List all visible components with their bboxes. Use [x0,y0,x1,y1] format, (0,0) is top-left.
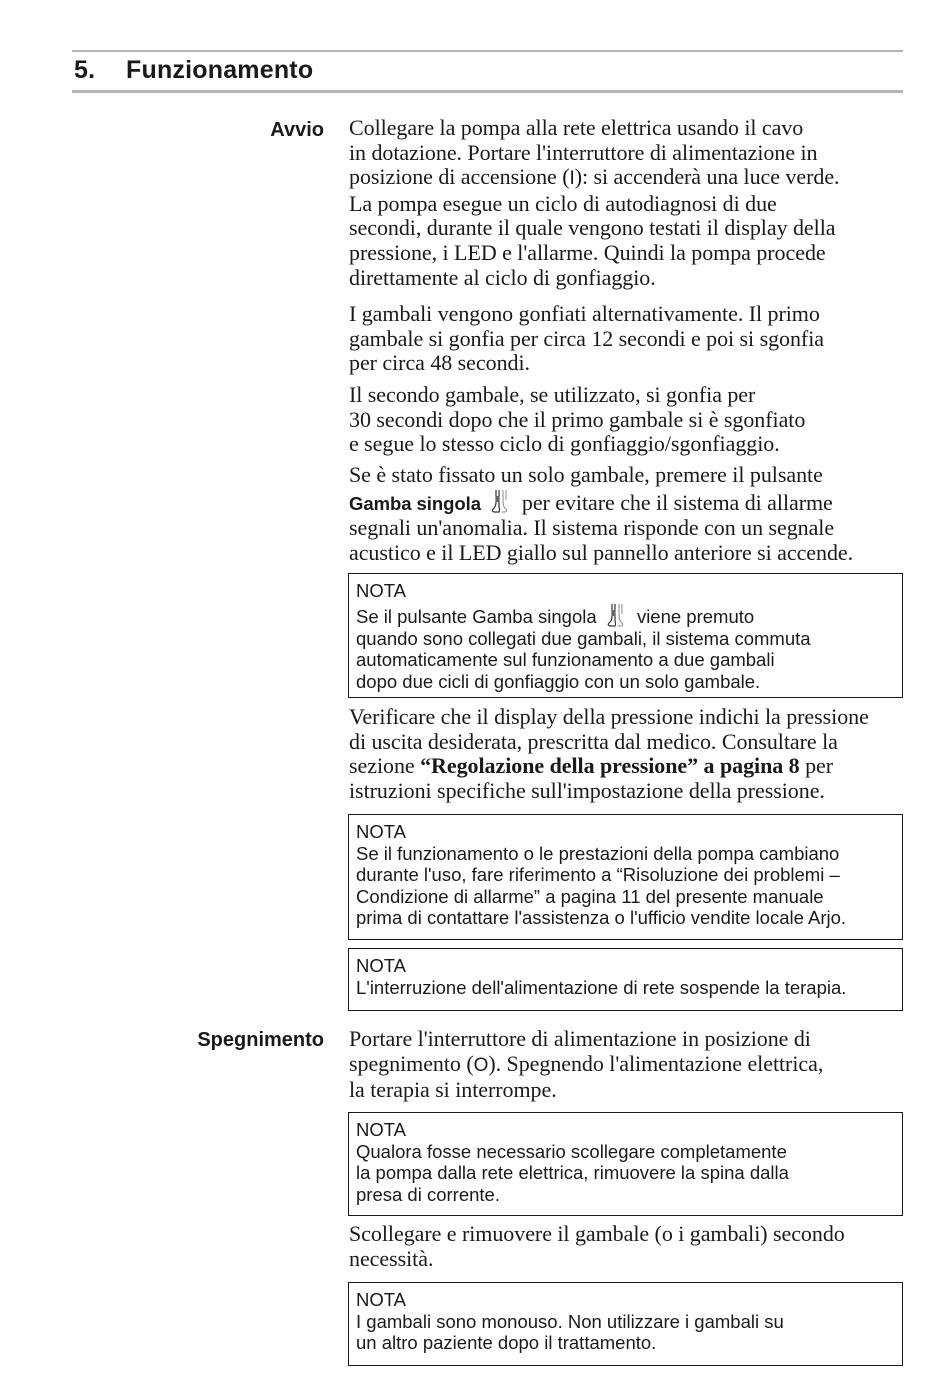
note-line: Qualora fosse necessario scollegare completamente [356,1140,787,1162]
note-line: prima di contattare l'assistenza o l'ufficio vendite locale Arjo. [356,907,847,928]
avvio-paragraph-1 [349,116,905,290]
text-line: di uscita desiderata, prescritta dal medico. Consultare la [349,728,838,754]
note-line: la pompa dalla rete elettrica, rimuovere la spina dalla [356,1162,789,1183]
single-leg-icon [486,488,516,514]
note-line: presa di corrente. [356,1183,500,1205]
text-line: 30 secondi dopo che il primo gambale si è sgonfiato [349,406,806,432]
text-line: e segue lo stesso ciclo di gonfiaggio/sgonfiaggio. [349,431,780,457]
note-line: un altro paziente dopo il trattamento. [356,1332,657,1353]
section-label-spegnimento: Spegnimento [197,1029,324,1051]
text-line: necessità. [349,1245,434,1271]
text-line: segnali un'anomalia. Il sistema risponde con un segnale [349,515,835,541]
text-line: Scollegare e rimuovere il gambale (o i gambali) secondo [349,1221,845,1246]
spegnimento-paragraph-1 [349,1027,905,1103]
text-fragment: viene premuto [636,605,755,627]
avvio-paragraph-5 [349,705,905,803]
note-box [348,573,903,698]
note-box [348,1112,903,1216]
note-line [356,602,894,628]
text-line: in dotazione. Portare l'interruttore di alimentazione in [349,139,818,165]
power-on-symbol: I [569,168,575,190]
note-line: quando sono collegati due gambali, il sistema commuta [356,627,811,649]
avvio-paragraph-2 [349,302,905,376]
text-line: secondi, durante il quale vengono testati il display della [349,215,836,241]
text-line: Collegare la pompa alla rete elettrica usando il cavo [349,115,804,140]
chapter-number: 5. [74,56,96,84]
text-line: Portare l'interruttore di alimentazione in posizione di [349,1026,811,1051]
text-fragment: per evitare che il sistema di allarme [521,489,833,515]
avvio-paragraph-3 [349,383,905,457]
cross-reference: “Regolazione della pressione” a pagina 8 [420,753,800,779]
text-line: Il secondo gambale, se utilizzato, si gonfia per [349,382,756,407]
note-title: NOTA [356,955,407,976]
note-box [348,814,903,940]
text-fragment: posizione di accensione ( [349,164,570,190]
text-fragment: spegnimento ( [349,1050,474,1076]
text-fragment: per [799,753,834,779]
text-line: acustico e il LED giallo sul pannello anteriore si accende. [349,539,854,565]
note-line: durante l'uso, fare riferimento a “Risoluzione dei problemi – [356,864,840,885]
text-line: La pompa esegue un ciclo di autodiagnosi di due [349,190,777,216]
note-box [348,948,903,1011]
header-rule-bottom [72,90,903,93]
note-title: NOTA [356,821,407,842]
header-rule-top [72,50,903,52]
text-line [349,1052,905,1079]
single-leg-icon [602,602,632,628]
text-line [349,165,905,192]
spegnimento-paragraph-2 [349,1222,905,1271]
text-line: pressione, i LED e l'allarme. Quindi la pompa procede [349,239,826,265]
text-fragment: ). Spegnendo l'alimentazione elettrica, [488,1050,824,1076]
note-title: NOTA [356,580,407,601]
power-off-symbol: O [473,1054,489,1076]
chapter-title [74,54,313,86]
note-line: dopo due cicli di gonfiaggio con un solo gambale. [356,670,761,692]
note-title: NOTA [356,1119,407,1140]
text-line [349,754,905,779]
note-box [348,1282,903,1366]
chapter-title-text: Funzionamento [126,56,314,84]
avvio-paragraph-4 [349,463,905,565]
text-line: per circa 48 secondi. [349,350,530,376]
text-line: I gambali vengono gonfiati alternativamente. Il primo [349,301,820,326]
note-line: Se il funzionamento o le prestazioni della pompa cambiano [356,842,840,864]
text-line: Se è stato fissato un solo gambale, premere il pulsante [349,462,823,487]
gamba-singola-button-label: Gamba singola [349,492,481,514]
note-line: Condizione di allarme” a pagina 11 del presente manuale [356,885,824,907]
text-fragment: Se il pulsante Gamba singola [356,605,597,627]
text-fragment: ): si accenderà una luce verde. [574,164,840,190]
note-line: automaticamente sul funzionamento a due gambali [356,649,775,670]
text-line [349,488,905,517]
text-fragment: sezione [349,753,421,779]
text-line: la terapia si interrompe. [349,1077,557,1103]
section-label-avvio: Avvio [270,119,324,141]
text-line: Verificare che il display della pressione indichi la pressione [349,704,869,729]
text-line: istruzioni specifiche sull'impostazione della pressione. [349,777,825,803]
note-title: NOTA [356,1289,407,1310]
text-line: gambale si gonfia per circa 12 secondi e poi si sgonfia [349,325,824,351]
note-line: I gambali sono monouso. Non utilizzare i gambali su [356,1310,784,1332]
note-line: L'interruzione dell'alimentazione di rete sospende la terapia. [356,976,847,998]
text-line: direttamente al ciclo di gonfiaggio. [349,264,656,290]
